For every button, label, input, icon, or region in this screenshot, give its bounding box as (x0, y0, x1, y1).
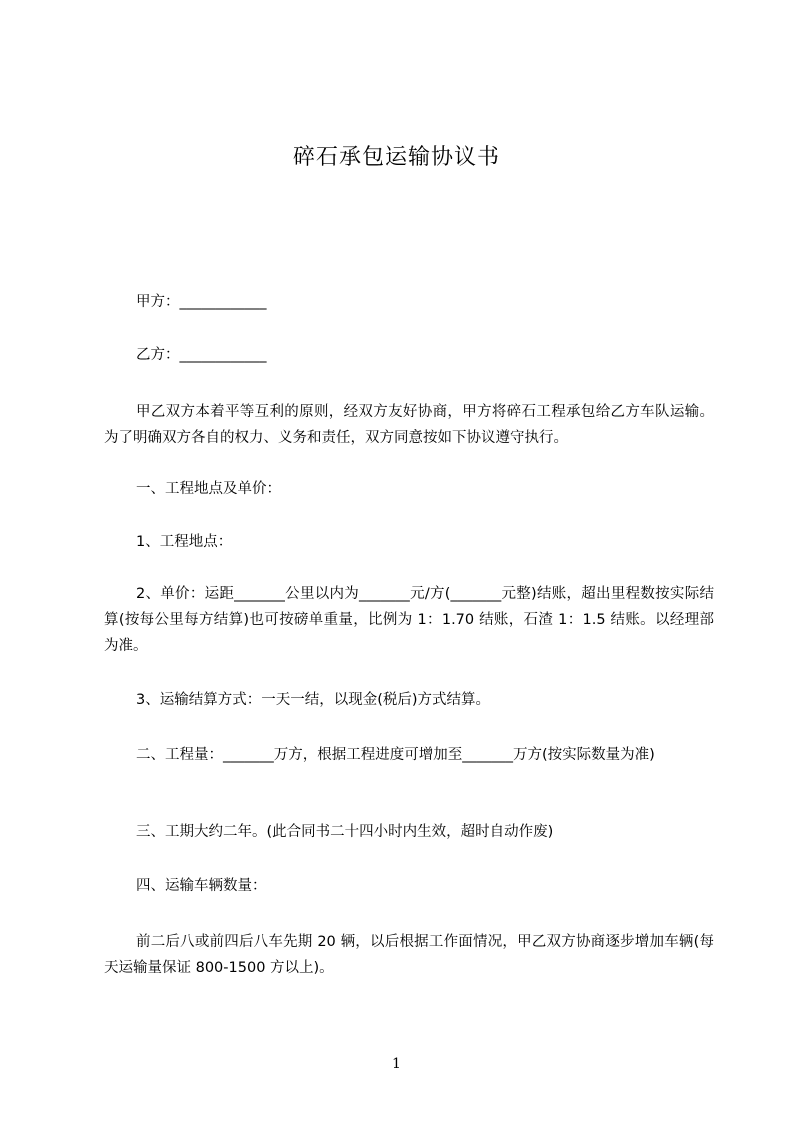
section-1-heading: 一、工程地点及单价： (136, 481, 281, 497)
item-3-settlement: 3、运输结算方式：一天一结，以现金(税后)方式结算。 (136, 692, 491, 708)
document-title: 碎石承包运输协议书 (292, 145, 500, 170)
item-1-location: 1、工程地点： (136, 534, 233, 550)
intro-paragraph: 甲乙双方本着平等互利的原则，经双方友好协商，甲方将碎石工程承包给乙方车队运输。为了明确双方各自的权力、义务和责任，双方同意按如下协议遵守执行。 (104, 404, 714, 446)
party-a-line: 甲方：____________ (136, 294, 267, 310)
section-4-heading: 四、运输车辆数量： (136, 878, 267, 894)
section-3-duration: 三、工期大约二年。(此合同书二十四小时内生效，超时自动作废) (136, 824, 554, 840)
section-2-quantity: 二、工程量：_______万方，根据工程进度可增加至_______万方(按实际数量为准) (136, 747, 655, 763)
section-4-body: 前二后八或前四后八车先期 20 辆，以后根据工作面情况，甲乙双方协商逐步增加车辆(每天运输量保证 800-1500 方以上)。 (104, 934, 714, 976)
item-2-unit-price: 2、单价：运距_______公里以内为_______元/方(_______元整)结账，超出里程数按实际结算(按每公里每方结算)也可按磅单重量，比例为 1：1.70 结账，石渣 1：1.5 结账。以经理部为准。 (104, 586, 714, 654)
party-b-line: 乙方：____________ (136, 347, 267, 363)
page-number: 1 (392, 1056, 401, 1072)
